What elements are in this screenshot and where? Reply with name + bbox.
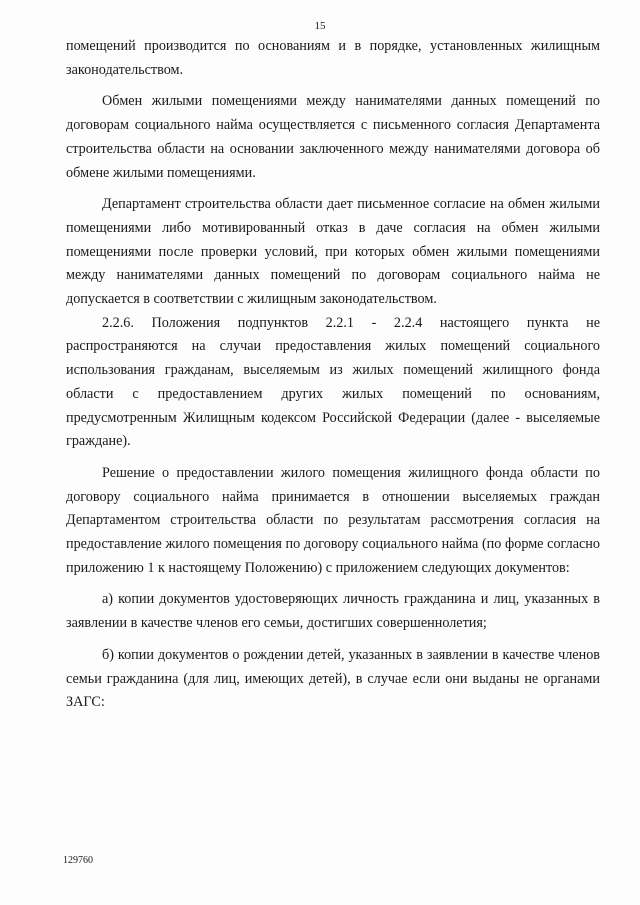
- paragraph-decision: Решение о предоставлении жилого помещения жилищного фонда области по договору социального найма принимается в отношении выселяемых граждан Департаментом строительства области по результатам рассмотрения согласия на предоставление жилого помещения по договору социального найма (по форме согласно приложению 1 к настоящему Положению) с приложением следующих документов:: [66, 464, 600, 576]
- list-item-b: б) копии документов о рождении детей, указанных в заявлении в качестве членов семьи гражданина (для лиц, имеющих детей), в случае если они выданы не органами ЗАГС:: [66, 646, 600, 711]
- document-code: 129760: [63, 855, 93, 866]
- document-body: [66, 35, 600, 715]
- paragraph-consent: Департамент строительства области дает письменное согласие на обмен жилыми помещениями либо мотивированный отказ в даче согласия на обмен жилыми помещениями после проверки условий, при которых обмен жилыми помещениями между нанимателями данных помещений по договорам социального найма не допускается в соответствии с жилищным законодательством.: [66, 196, 600, 308]
- paragraph-2-2-6: 2.2.6. Положения подпунктов 2.2.1 - 2.2.4 настоящего пункта не распространяются на случаи предоставления жилых помещений социального использования гражданам, выселяемым из жилых помещений жилищного фонда области с предоставлением других жилых помещений по основаниям, предусмотренным Жилищным кодексом Российской Федерации (далее - выселяемые граждане).: [66, 314, 600, 450]
- page-number: 15: [314, 20, 326, 32]
- paragraph-exchange: Обмен жилыми помещениями между нанимателями данных помещений по договорам социального найма осуществляется с письменного согласия Департамента строительства области на основании заключенного между нанимателями договора об обмене жилыми помещениями.: [66, 93, 600, 181]
- paragraph-continuation: помещений производится по основаниям и в порядке, установленных жилищным законодательством.: [66, 38, 600, 78]
- list-item-a: а) копии документов удостоверяющих личность гражданина и лиц, указанных в заявлении в качестве членов его семьи, достигших совершеннолетия;: [66, 591, 600, 632]
